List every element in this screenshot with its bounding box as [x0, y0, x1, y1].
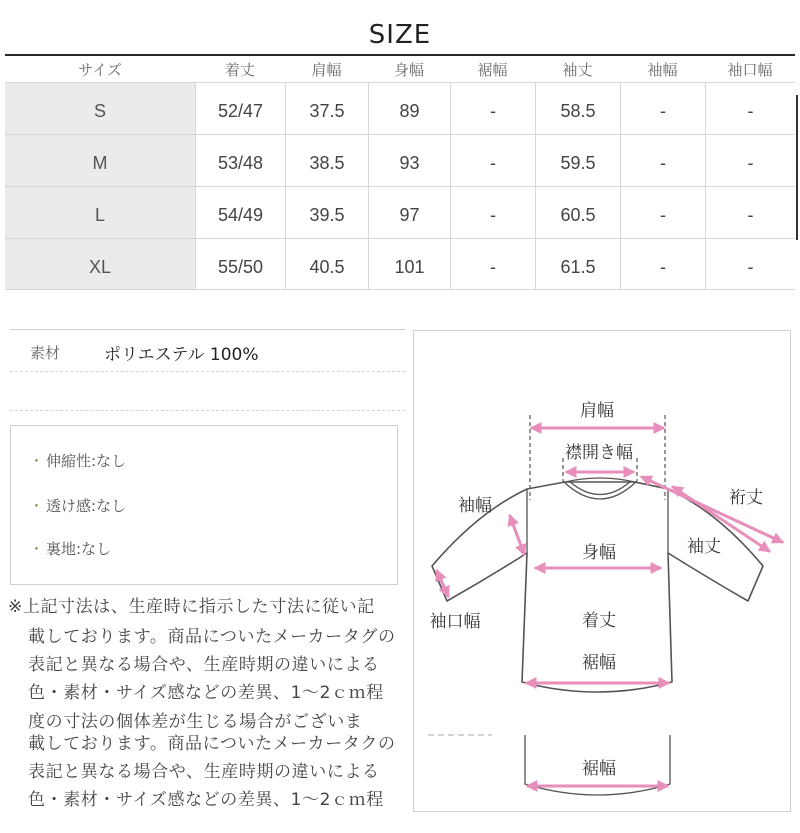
bullet: ・ — [29, 540, 45, 558]
divider — [10, 329, 405, 330]
cell-hem-width: - — [450, 83, 535, 134]
feature-text: 透け感:なし — [46, 497, 127, 515]
note-line: 表記と異なる場合や、生産時期の違いによる — [28, 762, 380, 782]
cell-hem-width: - — [450, 187, 535, 238]
table-edge-line — [796, 95, 798, 240]
feature-text: 伸縮性:なし — [46, 452, 127, 470]
header-sleeve-width: 袖幅 — [647, 60, 678, 79]
cell-sleeve-width: - — [620, 239, 705, 289]
label-shoulder-width: 肩幅 — [580, 401, 614, 421]
label-neck-opening-width: 襟開き幅 — [565, 443, 633, 463]
cell-sleeve-length: 60.5 — [535, 187, 620, 238]
header-body-width: 身幅 — [393, 60, 424, 79]
size-table — [5, 56, 795, 290]
label-body-length: 着丈 — [582, 611, 616, 631]
cell-sleeve-width: - — [620, 135, 705, 186]
cell-sleeve-length: 58.5 — [535, 83, 620, 134]
feature-item — [29, 495, 126, 516]
cell-body-width: 93 — [368, 135, 450, 186]
label-body-width: 身幅 — [582, 543, 616, 563]
feature-item — [29, 538, 111, 559]
note-line: ※上記寸法は、生産時に指示した寸法に従い記 — [8, 597, 375, 617]
feature-text: 裏地:なし — [46, 540, 112, 558]
label-hem-width: 裾幅 — [582, 653, 616, 673]
cell-sleeve-length: 61.5 — [535, 239, 620, 289]
cell-cuff-width: - — [705, 239, 795, 289]
cell-length: 55/50 — [195, 239, 285, 289]
cell-cuff-width: - — [705, 83, 795, 134]
divider — [10, 410, 405, 411]
material-value: ポリエステル 100% — [104, 345, 259, 365]
divider — [10, 371, 405, 372]
table-row — [5, 82, 795, 134]
cell-length: 53/48 — [195, 135, 285, 186]
cell-sleeve-length: 59.5 — [535, 135, 620, 186]
note-line: 載しております。商品についたメーカータクの — [28, 734, 396, 754]
header-sleeve-length: 袖丈 — [562, 60, 593, 79]
feature-box — [10, 425, 398, 585]
size-table-header — [5, 56, 795, 82]
table-row — [5, 134, 795, 186]
header-length: 着丈 — [224, 60, 255, 79]
size-label: L — [5, 187, 195, 238]
cell-hem-width: - — [450, 135, 535, 186]
measurement-diagram — [413, 330, 791, 812]
bullet: ・ — [29, 497, 45, 515]
cell-body-width: 97 — [368, 187, 450, 238]
cell-cuff-width: - — [705, 135, 795, 186]
bullet: ・ — [29, 452, 45, 470]
cell-cuff-width: - — [705, 187, 795, 238]
note-line: 表記と異なる場合や、生産時期の違いによる — [28, 655, 380, 675]
feature-item — [29, 450, 126, 471]
cell-shoulder-width: 40.5 — [285, 239, 368, 289]
note-line: 載しております。商品についたメーカータグの — [28, 627, 396, 647]
material-label: 素材 — [30, 344, 61, 362]
cell-sleeve-width: - — [620, 187, 705, 238]
label-sleeve-width: 袖幅 — [458, 496, 492, 516]
cell-shoulder-width: 39.5 — [285, 187, 368, 238]
size-label: S — [5, 83, 195, 134]
note-line: 色・素材・サイズ感などの差異、1～2ｃｍ程 — [28, 683, 384, 703]
cell-shoulder-width: 38.5 — [285, 135, 368, 186]
cell-length: 52/47 — [195, 83, 285, 134]
header-hem-width: 裾幅 — [477, 60, 508, 79]
header-shoulder-width: 肩幅 — [311, 60, 342, 79]
cell-body-width: 101 — [368, 239, 450, 289]
label-sleeve-length: 袖丈 — [687, 537, 721, 557]
cell-shoulder-width: 37.5 — [285, 83, 368, 134]
size-label: M — [5, 135, 195, 186]
cell-length: 54/49 — [195, 187, 285, 238]
page-title: SIZE — [368, 20, 432, 50]
header-size: サイズ — [78, 60, 122, 79]
table-row — [5, 238, 795, 290]
cell-body-width: 89 — [368, 83, 450, 134]
label-yuki-length: 裄丈 — [729, 488, 763, 508]
cell-sleeve-width: - — [620, 83, 705, 134]
size-label: XL — [5, 239, 195, 289]
header-cuff-width: 袖口幅 — [727, 60, 773, 79]
note-line: 色・素材・サイズ感などの差異、1～2ｃｍ程 — [28, 790, 384, 810]
cell-hem-width: - — [450, 239, 535, 289]
table-row — [5, 186, 795, 238]
note-line: 度の寸法の個体差が生じる場合がございま — [28, 712, 363, 732]
label-hem-width-detail: 裾幅 — [582, 759, 616, 779]
label-cuff-width: 袖口幅 — [429, 612, 481, 632]
